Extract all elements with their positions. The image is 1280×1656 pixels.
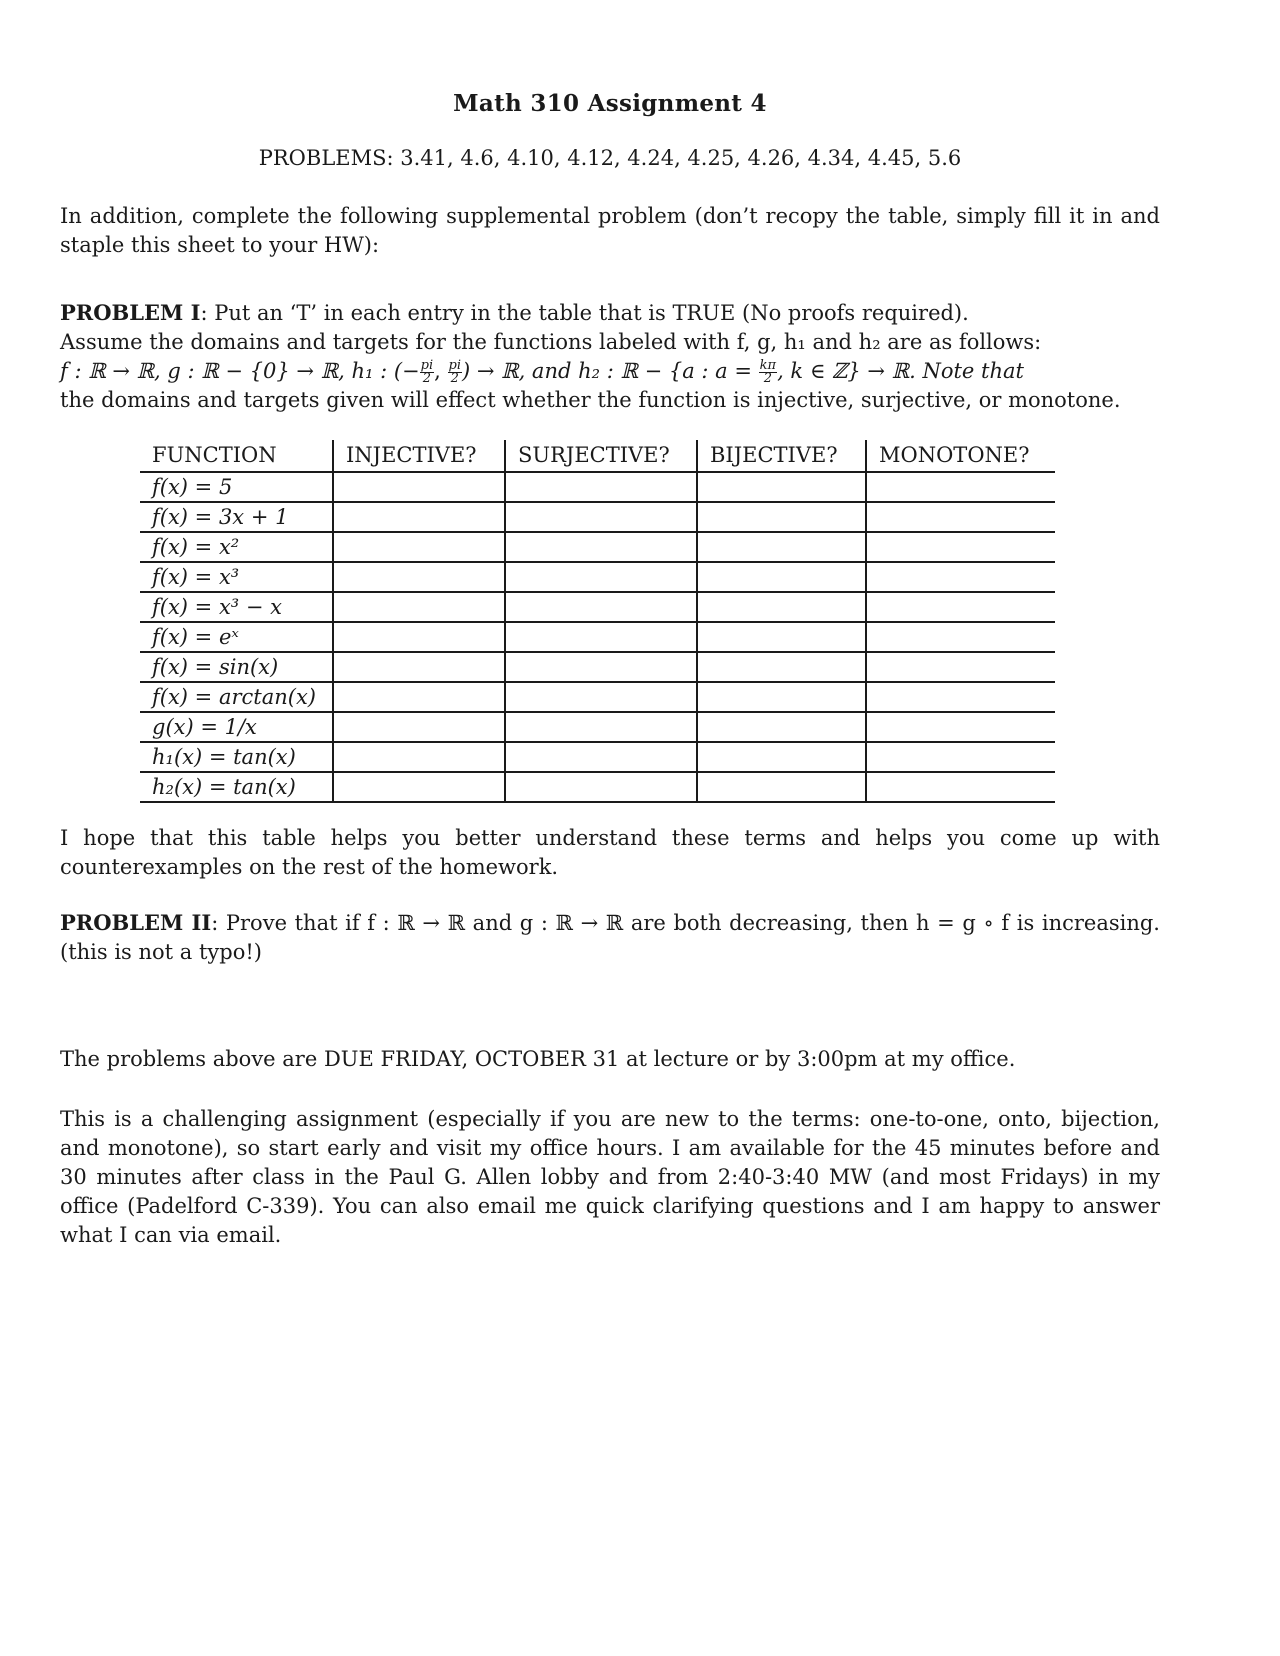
function-cell: f(x) = sin(x) bbox=[140, 652, 333, 682]
due-date-paragraph: The problems above are DUE FRIDAY, OCTOBER 31 at lecture or by 3:00pm at my office. bbox=[60, 1047, 1016, 1071]
bijective-cell[interactable] bbox=[697, 742, 866, 772]
monotone-cell[interactable] bbox=[866, 682, 1055, 712]
monotone-cell[interactable] bbox=[866, 472, 1055, 502]
monotone-cell[interactable] bbox=[866, 712, 1055, 742]
fraction-pi-over-2: $\frac{pi}{2}$ bbox=[420, 358, 434, 386]
table-row bbox=[140, 742, 1055, 772]
surjective-cell[interactable] bbox=[505, 532, 697, 562]
fraction-pi-over-2: $\frac{pi}{2}$ bbox=[448, 358, 461, 386]
injective-cell[interactable] bbox=[333, 772, 505, 802]
monotone-cell[interactable] bbox=[866, 592, 1055, 622]
column-header-injective: INJECTIVE? bbox=[333, 440, 505, 472]
function-cell: f(x) = 3x + 1 bbox=[140, 502, 333, 532]
surjective-cell[interactable] bbox=[505, 562, 697, 592]
surjective-cell[interactable] bbox=[505, 742, 697, 772]
function-cell: f(x) = arctan(x) bbox=[140, 682, 333, 712]
injective-cell[interactable] bbox=[333, 532, 505, 562]
problem-1-assume: Assume the domains and targets for the functions labeled with f, g, h₁ and h₂ are as follows: bbox=[60, 330, 1042, 354]
intro-paragraph: In addition, complete the following supplemental problem (don’t recopy the table, simply fill it in and staple this sheet to your HW): bbox=[60, 204, 1160, 257]
monotone-cell[interactable] bbox=[866, 622, 1055, 652]
monotone-cell[interactable] bbox=[866, 742, 1055, 772]
injective-cell[interactable] bbox=[333, 652, 505, 682]
surjective-cell[interactable] bbox=[505, 502, 697, 532]
surjective-cell[interactable] bbox=[505, 772, 697, 802]
surjective-cell[interactable] bbox=[505, 592, 697, 622]
bijective-cell[interactable] bbox=[697, 682, 866, 712]
problem-2-block bbox=[60, 908, 1160, 967]
monotone-cell[interactable] bbox=[866, 562, 1055, 592]
monotone-cell[interactable] bbox=[866, 772, 1055, 802]
surjective-cell[interactable] bbox=[505, 652, 697, 682]
injective-cell[interactable] bbox=[333, 502, 505, 532]
bijective-cell[interactable] bbox=[697, 652, 866, 682]
table-row bbox=[140, 772, 1055, 802]
problem-2-label: PROBLEM II bbox=[60, 910, 212, 935]
page-title: Math 310 Assignment 4 bbox=[453, 90, 767, 117]
bijective-cell[interactable] bbox=[697, 772, 866, 802]
bijective-cell[interactable] bbox=[697, 532, 866, 562]
injective-cell[interactable] bbox=[333, 592, 505, 622]
function-cell: f(x) = 5 bbox=[140, 472, 333, 502]
table-row bbox=[140, 532, 1055, 562]
table-header-row bbox=[140, 440, 1055, 472]
function-cell: f(x) = x³ − x bbox=[140, 592, 333, 622]
function-cell: f(x) = eˣ bbox=[140, 622, 333, 652]
office-hours-paragraph: This is a challenging assignment (especially if you are new to the terms: one-to-one, onto, bijection, and monotone), so start early and visit my office hours. I am available for the 45 minutes before and 30 minutes after class in the Paul G. Allen lobby and from 2:40-3:40 MW (and most Fridays) in my office (Padelford C-339). You can also email me quick clarifying questions and I am happy to answer what I can via email. bbox=[60, 1107, 1160, 1247]
surjective-cell[interactable] bbox=[505, 472, 697, 502]
function-cell: f(x) = x² bbox=[140, 532, 333, 562]
monotone-cell[interactable] bbox=[866, 652, 1055, 682]
injective-cell[interactable] bbox=[333, 742, 505, 772]
function-cell: h₂(x) = tan(x) bbox=[140, 772, 333, 802]
function-cell: g(x) = 1/x bbox=[140, 712, 333, 742]
table-row bbox=[140, 562, 1055, 592]
bijective-cell[interactable] bbox=[697, 502, 866, 532]
table-row bbox=[140, 712, 1055, 742]
column-header-monotone: MONOTONE? bbox=[866, 440, 1055, 472]
monotone-cell[interactable] bbox=[866, 532, 1055, 562]
function-cell: f(x) = x³ bbox=[140, 562, 333, 592]
table-row bbox=[140, 592, 1055, 622]
bijective-cell[interactable] bbox=[697, 622, 866, 652]
injective-cell[interactable] bbox=[333, 562, 505, 592]
problem-1-instruction: : Put an ‘T’ in each entry in the table that is TRUE (No proofs required). bbox=[200, 301, 969, 325]
injective-cell[interactable] bbox=[333, 622, 505, 652]
problem-2-text: : Prove that if f : ℝ → ℝ and g : ℝ → ℝ are both decreasing, then h = g ∘ f is increasing. (this is not a typo!) bbox=[60, 911, 1160, 964]
problem-1-domains: f : ℝ → ℝ, g : ℝ − {0} → ℝ, h₁ : (− $\frac{pi}{2}$ , $\frac{pi}{2}$ ) → ℝ, and h₂ : ℝ − {a : a = $\frac{k\pi}{2}$ , k ∈ ℤ} → ℝ. Note that bbox=[60, 358, 1024, 386]
function-cell: h₁(x) = tan(x) bbox=[140, 742, 333, 772]
table-row bbox=[140, 682, 1055, 712]
surjective-cell[interactable] bbox=[505, 682, 697, 712]
column-header-bijective: BIJECTIVE? bbox=[697, 440, 866, 472]
column-header-surjective: SURJECTIVE? bbox=[505, 440, 697, 472]
table-row bbox=[140, 622, 1055, 652]
column-header-function: FUNCTION bbox=[140, 440, 333, 472]
injective-cell[interactable] bbox=[333, 472, 505, 502]
bijective-cell[interactable] bbox=[697, 712, 866, 742]
problems-list: PROBLEMS: 3.41, 4.6, 4.10, 4.12, 4.24, 4.25, 4.26, 4.34, 4.45, 5.6 bbox=[258, 146, 962, 170]
table-row bbox=[140, 502, 1055, 532]
table-row bbox=[140, 472, 1055, 502]
injective-cell[interactable] bbox=[333, 712, 505, 742]
problem-1-note: the domains and targets given will effect whether the function is injective, surjective, or monotone. bbox=[60, 388, 1121, 412]
bijective-cell[interactable] bbox=[697, 472, 866, 502]
injective-cell[interactable] bbox=[333, 682, 505, 712]
surjective-cell[interactable] bbox=[505, 712, 697, 742]
monotone-cell[interactable] bbox=[866, 502, 1055, 532]
problem-1-label: PROBLEM I bbox=[60, 300, 201, 325]
bijective-cell[interactable] bbox=[697, 562, 866, 592]
bijective-cell[interactable] bbox=[697, 592, 866, 622]
fraction-kpi-over-2: $\frac{k\pi}{2}$ bbox=[759, 358, 777, 386]
problem-1-block bbox=[60, 298, 1160, 415]
surjective-cell[interactable] bbox=[505, 622, 697, 652]
after-table-paragraph: I hope that this table helps you better understand these terms and helps you come up with counterexamples on the rest of the homework. bbox=[60, 826, 1160, 879]
function-properties-table bbox=[140, 440, 1055, 803]
table-row bbox=[140, 652, 1055, 682]
